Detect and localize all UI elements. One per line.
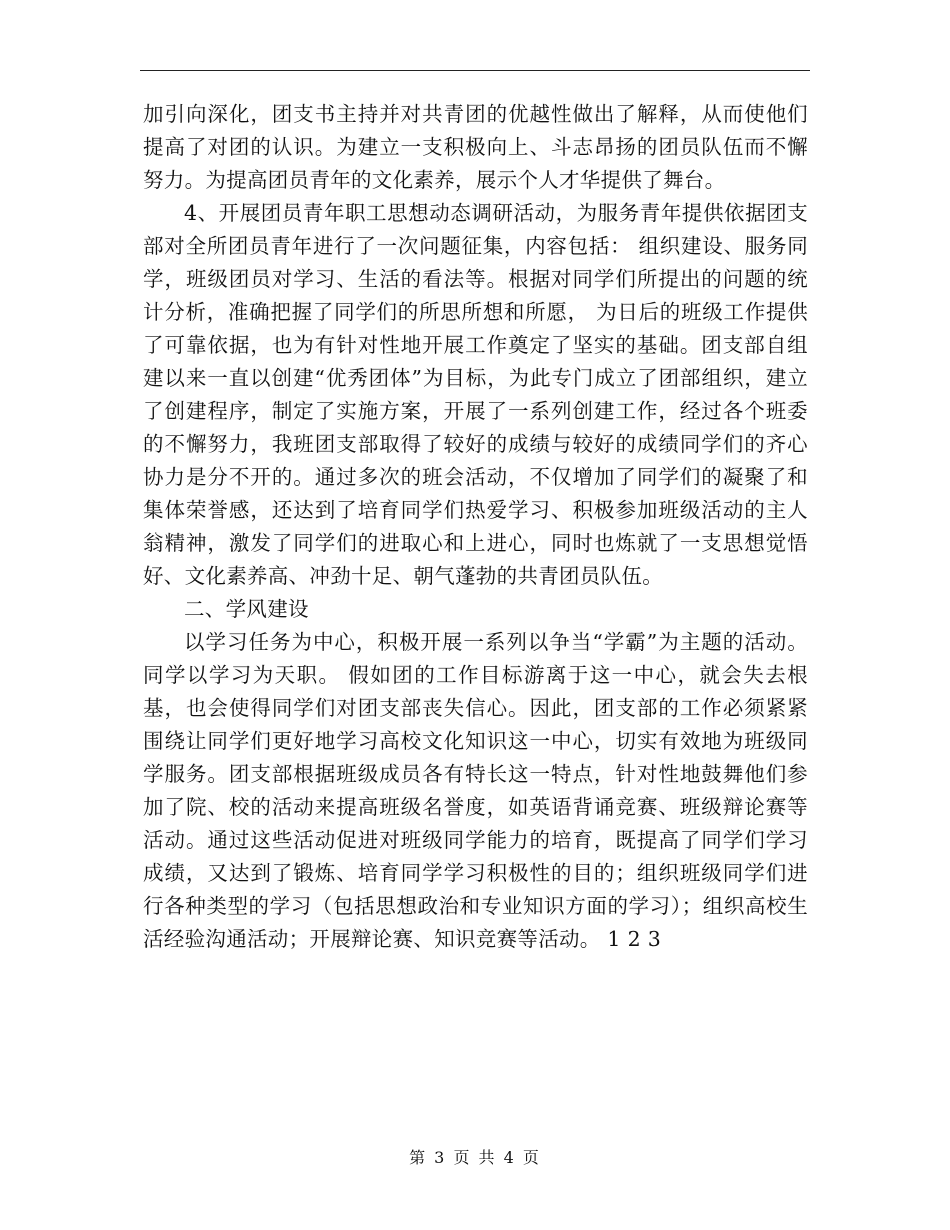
document-body (143, 98, 808, 956)
paragraph-3: 以学习任务为中心，积极开展一系列以争当“学霸”为主题的活动。同学以学习为天职。 假如团的工作目标游离于这一中心，就会失去根基，也会使得同学们对团支部丧失信心。因此，团支部的工作必须紧紧围绕让同学们更好地学习高校文化知识这一中心，切实有效地为班级同学服务。团支部根据班级成员各有特长这一特点，针对性地鼓舞他们参加了院、校的活动来提高班级名誉度，如英语背诵竞赛、班级辩论赛等活动。通过这些活动促进对班级同学能力的培育，既提高了同学们学习成绩，又达到了锻炼、培育同学学习积极性的目的；组织班级同学们进行各种类型的学习（包括思想政治和专业知识方面的学习）；组织高校生活经验沟通活动；开展辩论赛、知识竞赛等活动。 1 2 3 (143, 630, 808, 951)
paragraph-1: 加引向深化，团支书主持并对共青团的优越性做出了解释，从而使他们提高了对团的认识。为建立一支积极向上、斗志昂扬的团员队伍而不懈努力。为提高团员青年的文化素养，展示个人才华提供了舞台。 (143, 102, 808, 192)
page-number: 第 3 页 共 4 页 (409, 1148, 541, 1167)
paragraph-2: 4、开展团员青年职工思想动态调研活动，为服务青年提供依据团支部对全所团员青年进行了一次问题征集，内容包括： 组织建设、服务同学，班级团员对学习、生活的看法等。根据对同学们所提出的问题的统计分析，准确把握了同学们的所思所想和所愿， 为日后的班级工作提供了可靠依据，也为有针对性地开展工作奠定了坚实的基础。团支部自组建以来一直以创建“优秀团体”为目标，为此专门成立了团部组织，建立了创建程序，制定了实施方案，开展了一系列创建工作，经过各个班委的不懈努力，我班团支部取得了较好的成绩与较好的成绩同学们的齐心协力是分不开的。通过多次的班会活动，不仅增加了同学们的凝聚了和集体荣誉感，还达到了培育同学们热爱学习、积极参加班级活动的主人翁精神，激发了同学们的进取心和上进心，同时也炼就了一支思想觉悟好、文化素养高、冲劲十足、朝气蓬勃的共青团员队伍。 (143, 201, 808, 588)
section-heading: 二、学风建设 (184, 597, 309, 621)
header-rule (140, 70, 810, 71)
